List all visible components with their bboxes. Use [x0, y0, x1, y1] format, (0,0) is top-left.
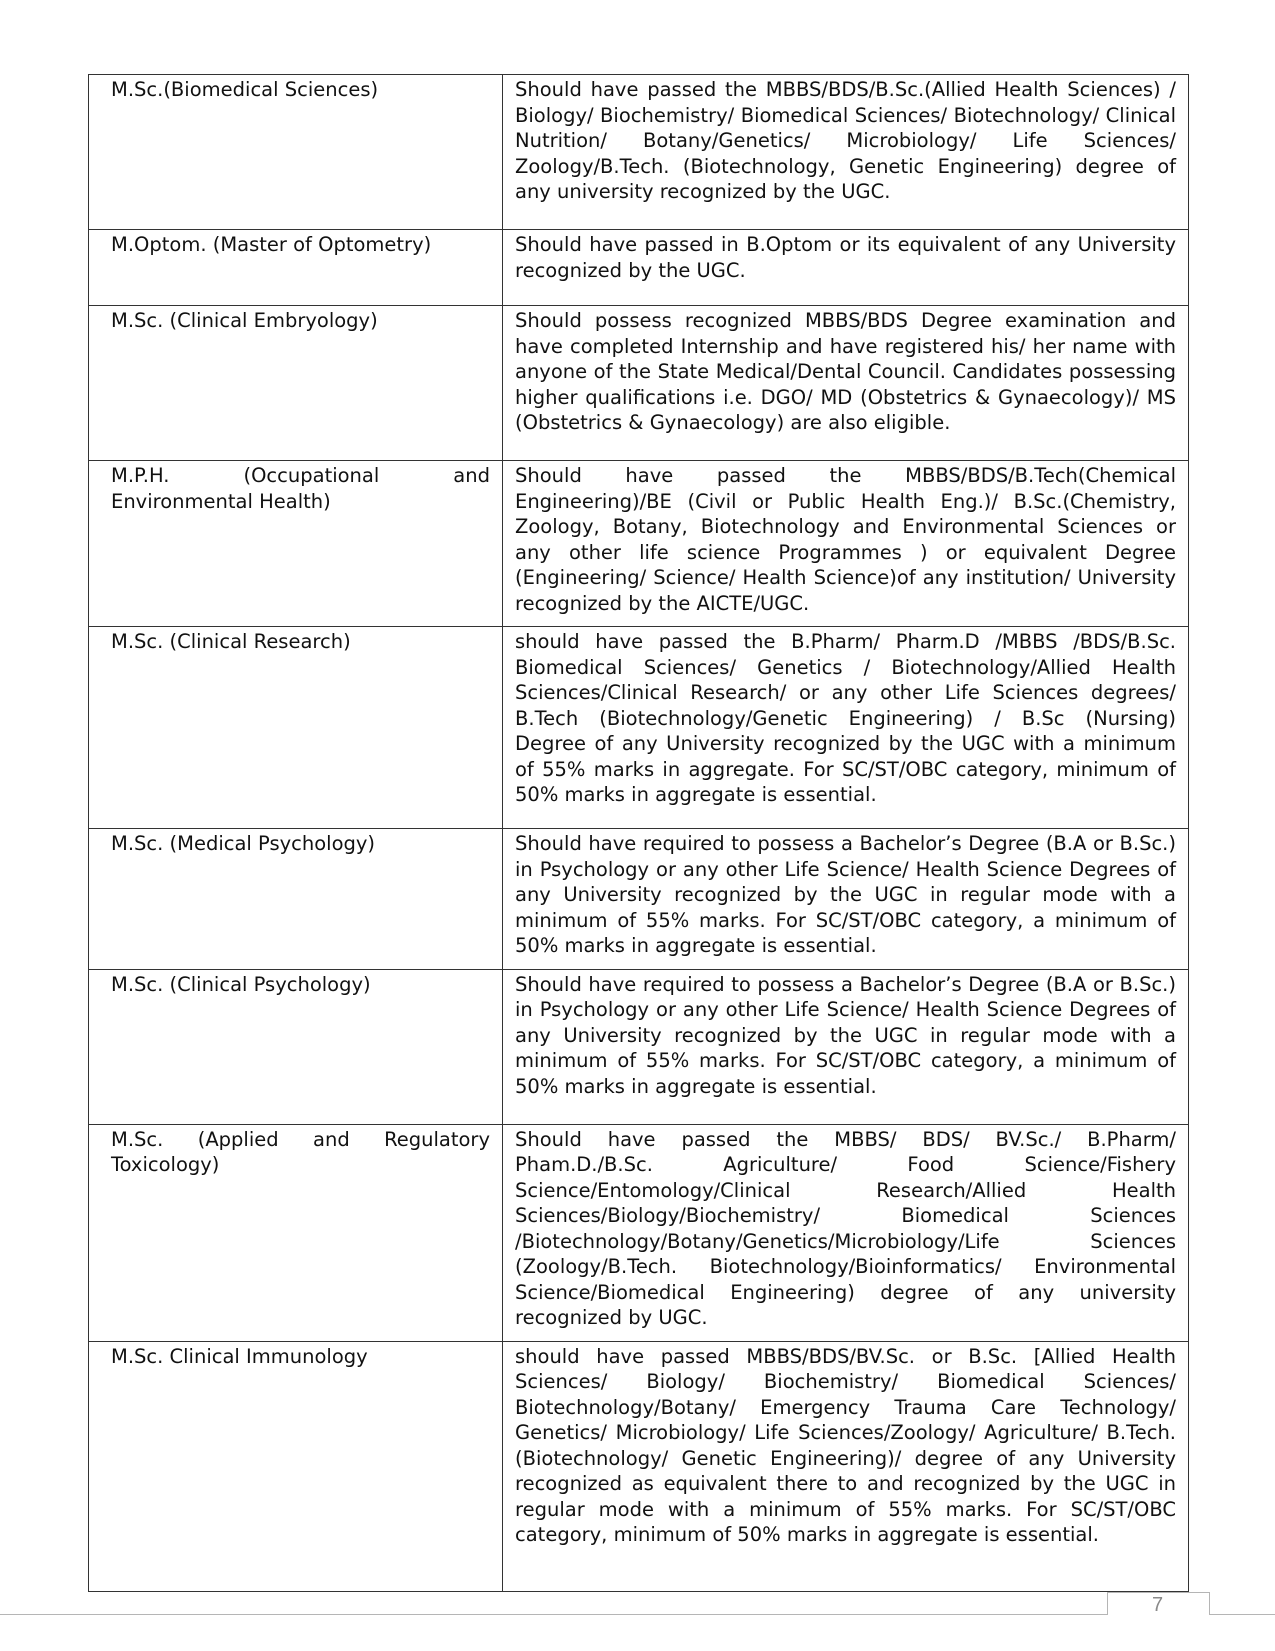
table-row — [89, 461, 1189, 627]
eligibility-requirement: Should have passed the MBBS/BDS/B.Tech(Chemical Engineering)/BE (Civil or Public Health Eng.)/ B.Sc.(Chemistry, Zoology, Botany, Biotechnology and Environmental Sciences or any other life science Programmes ) or equivalent Degree (Engineering/ Science/ Health Science)of any institution/ University recognized by the AICTE/UGC. — [503, 461, 1189, 627]
table-row — [89, 969, 1189, 1124]
program-name: M.P.H. (Occupational and Environmental Health) — [89, 461, 503, 627]
eligibility-requirement: Should have passed in B.Optom or its equivalent of any University recognized by the UGC. — [503, 230, 1189, 306]
page-number: 7 — [1151, 1594, 1164, 1616]
eligibility-requirement: Should have required to possess a Bachelor’s Degree (B.A or B.Sc.) in Psychology or any other Life Science/ Health Science Degrees of any University recognized by the UGC in regular mode with a minimum of 55% marks. For SC/ST/OBC category, a minimum of 50% marks in aggregate is essential. — [503, 829, 1189, 970]
eligibility-requirement: Should have passed the MBBS/BDS/B.Sc.(Allied Health Sciences) / Biology/ Biochemistry/ Biomedical Sciences/ Biotechnology/ Clinical Nutrition/ Botany/Genetics/ Microbiology/ Life Sciences/ Zoology/B.Tech. (Biotechnology, Genetic Engineering) degree of any university recognized by the UGC. — [503, 75, 1189, 230]
program-name: M.Sc. Clinical Immunology — [89, 1341, 503, 1591]
eligibility-requirement: Should possess recognized MBBS/BDS Degree examination and have completed Internship and have registered his/ her name with anyone of the State Medical/Dental Council. Candidates possessing higher qualifications i.e. DGO/ MD (Obstetrics & Gynaecology)/ MS (Obstetrics & Gynaecology) are also eligible. — [503, 306, 1189, 461]
program-name: M.Sc. (Clinical Embryology) — [89, 306, 503, 461]
table-row — [89, 1124, 1189, 1341]
table-row — [89, 627, 1189, 829]
eligibility-requirement: Should have required to possess a Bachelor’s Degree (B.A or B.Sc.) in Psychology or any other Life Science/ Health Science Degrees of any University recognized by the UGC in regular mode with a minimum of 55% marks. For SC/ST/OBC category, a minimum of 50% marks in aggregate is essential. — [503, 969, 1189, 1124]
eligibility-requirement: Should have passed the MBBS/ BDS/ BV.Sc./ B.Pharm/ Pham.D./B.Sc. Agriculture/ Food Science/Fishery Science/Entomology/Clinical Research/Allied Health Sciences/Biology/Biochemistry/ Biomedical Sciences /Biotechnology/Botany/Genetics/Microbiology/Life Sciences (Zoology/B.Tech. Biotechnology/Bioinformatics/ Environmental Science/Biomedical Engineering) degree of any university recognized by UGC. — [503, 1124, 1189, 1341]
table-row — [89, 306, 1189, 461]
program-name: M.Sc. (Clinical Research) — [89, 627, 503, 829]
program-name: M.Sc. (Applied and Regulatory Toxicology) — [89, 1124, 503, 1341]
footer-divider — [0, 1614, 1275, 1615]
eligibility-requirement: should have passed the B.Pharm/ Pharm.D /MBBS /BDS/B.Sc. Biomedical Sciences/ Genetics / Biotechnology/Allied Health Sciences/Clinical Research/ or any other Life Sciences degrees/ B.Tech (Biotechnology/Genetic Engineering) / B.Sc (Nursing) Degree of any University recognized by the UGC with a minimum of 55% marks in aggregate. For SC/ST/OBC category, minimum of 50% marks in aggregate is essential. — [503, 627, 1189, 829]
eligibility-requirement: should have passed MBBS/BDS/BV.Sc. or B.Sc. [Allied Health Sciences/ Biology/ Biochemistry/ Biomedical Sciences/ Biotechnology/Botany/ Emergency Trauma Care Technology/ Genetics/ Microbiology/ Life Sciences/Zoology/ Agriculture/ B.Tech.(Biotechnology/ Genetic Engineering)/ degree of any University recognized as equivalent there to and recognized by the UGC in regular mode with a minimum of 55% marks. For SC/ST/OBC category, minimum of 50% marks in aggregate is essential. — [503, 1341, 1189, 1591]
program-name: M.Sc.(Biomedical Sciences) — [89, 75, 503, 230]
program-name: M.Optom. (Master of Optometry) — [89, 230, 503, 306]
table-row — [89, 75, 1189, 230]
program-name: M.Sc. (Clinical Psychology) — [89, 969, 503, 1124]
program-name: M.Sc. (Medical Psychology) — [89, 829, 503, 970]
table-row — [89, 829, 1189, 970]
table-row — [89, 230, 1189, 306]
eligibility-table — [88, 74, 1189, 1592]
table-row — [89, 1341, 1189, 1591]
